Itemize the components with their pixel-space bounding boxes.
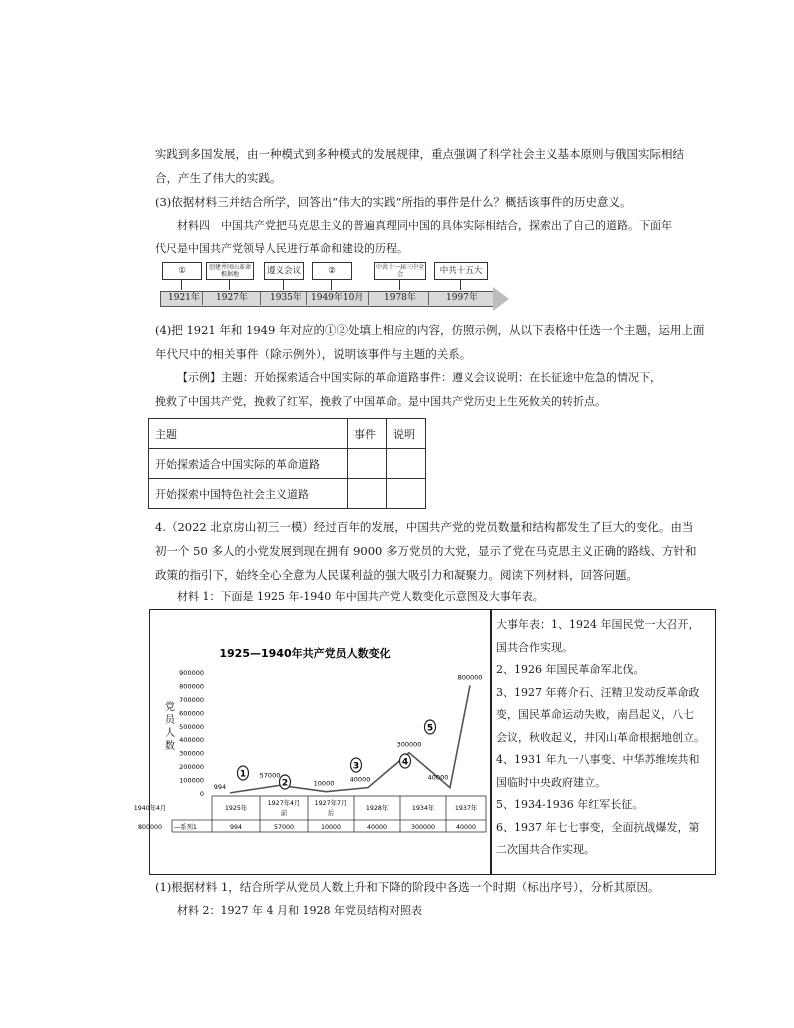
table-cell: 开始探索中国特色社会主义道路	[149, 479, 348, 509]
series-legend: —系列1	[174, 824, 197, 831]
marker-number: 2	[281, 778, 289, 789]
category-label: 1934年	[411, 805, 435, 812]
event-line: 6、1937 年七七事变，全面抗战爆发，第	[496, 820, 700, 834]
timeline-year: 1927年	[216, 293, 248, 303]
event-line: 5、1934-1936 年红军长征。	[496, 798, 644, 811]
data-label: 57000	[259, 771, 281, 780]
table-value: 57000	[273, 824, 295, 831]
timeline-tick	[306, 292, 307, 305]
question-4-intro: 政策的指引下，始终全心全意为人民谋利益的强大吸引力和凝聚力。阅读下列材料，回答问题。	[155, 568, 638, 582]
data-table-border	[212, 796, 486, 832]
material-2-caption: 材料 2：1927 年 4 月和 1928 年党员结构对照表	[177, 904, 422, 917]
table-header: 主题	[149, 419, 348, 449]
table-header: 事件	[348, 419, 387, 449]
y-tick-label: 700000	[179, 695, 204, 704]
question-1: (1)根据材料 1，结合所学从党员人数上升和下降的阶段中各选一个时期（标出序号），分析其原因。	[155, 880, 660, 894]
table-value: 800000	[137, 824, 163, 831]
text-line: 合，产生了伟大的实践。	[155, 171, 282, 185]
table-row	[149, 479, 426, 509]
timeline-box-3: 遵义会议	[264, 262, 304, 280]
category-label: 1925年	[224, 805, 248, 812]
data-label: 10000	[313, 779, 335, 788]
timeline-tick	[428, 292, 429, 305]
marker-number: 5	[426, 723, 434, 734]
timeline-stem	[331, 279, 332, 290]
category-label: 1937年	[454, 805, 478, 812]
marker-number: 1	[239, 769, 247, 780]
theme-table	[148, 418, 426, 509]
event-line: 会议，秋收起义，井冈山革命根据地创立。	[496, 730, 705, 744]
timeline-box-6: 中共十五大	[434, 262, 488, 280]
timeline-stem	[399, 279, 400, 290]
table-divider	[490, 610, 492, 874]
timeline-tick	[368, 292, 369, 305]
category-label: 1927年4月	[267, 800, 301, 807]
question-4: (4)把 1921 年和 1949 年对应的①②处填上相应的内容，仿照示例，从以下表格中任选一个主题，运用上面	[155, 323, 705, 337]
timeline-tick	[202, 292, 203, 305]
marker-number: 4	[401, 757, 409, 768]
y-axis-label-char: 党	[165, 702, 175, 713]
marker-number: 3	[352, 761, 360, 772]
answer-cell[interactable]	[348, 479, 387, 509]
timeline-stem	[283, 279, 284, 290]
timeline-ruler	[160, 262, 510, 314]
event-line: 变，国民革命运动失败，南昌起义，八七	[496, 708, 694, 721]
y-axis-label-char: 人	[165, 728, 175, 739]
table-row	[149, 449, 426, 479]
y-tick-label: 600000	[179, 709, 204, 718]
events-list	[496, 614, 711, 862]
material-1-table	[133, 609, 716, 875]
material-4-line: 材料四 中国共产党把马克思主义的普遍真理同中国的具体实际相结合，探索出了自己的道路。下面年	[177, 219, 672, 232]
category-label: 后	[327, 810, 335, 817]
y-tick-label: 800000	[179, 682, 204, 691]
answer-cell[interactable]	[387, 449, 426, 479]
category-label: 1940年4月	[133, 805, 167, 812]
y-tick-label: 200000	[179, 763, 204, 772]
timeline-arrow-icon	[493, 287, 509, 311]
event-line: 2、1926 年国民革命军北伐。	[496, 663, 645, 676]
y-tick-label: 900000	[179, 669, 204, 677]
timeline-box-2: 创建井冈山革命根据地	[206, 262, 254, 280]
y-tick-label: 0	[199, 790, 204, 798]
timeline-year: 1949年10月	[311, 293, 364, 303]
table-value: 40000	[455, 824, 477, 831]
category-label: 1927年7月	[314, 800, 348, 807]
y-axis-label-char: 员	[165, 715, 175, 726]
table-cell: 开始探索适合中国实际的革命道路	[149, 449, 348, 479]
timeline-year: 1997年	[446, 293, 478, 303]
question-4: 年代尺中的相关事件（除示例外），说明该事件与主题的关系。	[155, 347, 472, 361]
category-label: 前	[280, 810, 288, 817]
timeline-year: 1935年	[270, 293, 302, 303]
data-label: 800000	[457, 673, 483, 682]
y-tick-label: 100000	[179, 776, 204, 785]
timeline-stem	[460, 279, 461, 290]
table-header: 说明	[387, 419, 426, 449]
text-line: 实践到多国发展，由一种模式到多种模式的发展规律，重点强调了科学社会主义基本原则与俄国实际相结	[155, 147, 684, 161]
membership-chart	[133, 610, 490, 874]
example-line: 【示例】主题：开始探索适合中国实际的革命道路事件：遵义会议说明：在长征途中危急的情况下，	[177, 371, 661, 384]
y-axis-label	[165, 700, 176, 752]
data-label: 300000	[396, 740, 422, 749]
event-line: 3、1927 年蒋介石、汪精卫发动反革命政	[496, 685, 700, 699]
y-axis-label-char: 数	[165, 741, 175, 752]
timeline-box-4: ②	[312, 262, 352, 280]
question-3: (3)依据材料三并结合所学，回答出“伟大的实践”所指的事件是什么？概括该事件的历史意义。	[155, 195, 632, 209]
data-label: 40000	[349, 775, 371, 784]
material-4-line: 代尺是中国共产党领导人民进行革命和建设的历程。	[155, 242, 408, 255]
category-label: 1928年	[365, 805, 389, 812]
y-tick-label: 400000	[179, 736, 204, 745]
answer-cell[interactable]	[348, 449, 387, 479]
timeline-stem	[229, 279, 230, 290]
timeline-tick	[260, 292, 261, 305]
question-4-intro: 4.（2022 北京房山初三一模）经过百年的发展，中国共产党的党员数量和结构都发生了巨大的变化。由当	[155, 520, 694, 534]
example-line: 挽救了中国共产党，挽救了红军，挽救了中国革命。是中国共产党历史上生死攸关的转折点。	[155, 395, 606, 408]
event-line: 国临时中央政府建立。	[496, 775, 606, 789]
table-value: 10000	[320, 824, 342, 831]
data-label: 40000	[427, 773, 449, 782]
event-line: 二次国共合作实现。	[496, 843, 595, 856]
table-value: 40000	[366, 824, 388, 831]
y-tick-label: 300000	[179, 749, 204, 758]
timeline-stem	[181, 279, 182, 290]
timeline-year: 1921年	[168, 293, 200, 303]
event-line: 国共合作实现。	[496, 640, 573, 654]
table-row	[149, 419, 426, 449]
timeline-box-1: ①	[162, 262, 202, 280]
data-label: 994	[213, 782, 227, 791]
table-value: 994	[229, 824, 243, 831]
answer-cell[interactable]	[387, 479, 426, 509]
table-value: 300000	[410, 824, 436, 831]
chart-title: 1925—1940年共产党员人数变化	[219, 647, 391, 660]
question-4-intro: 初一个 50 多人的小党发展到现在拥有 9000 多万党员的大党，显示了党在马克思主义正确的路线、方针和	[155, 544, 697, 558]
event-line: 4、1931 年九一八事变、中华苏维埃共和	[496, 753, 700, 766]
timeline-year: 1978年	[384, 293, 416, 303]
chart-svg	[133, 610, 490, 874]
material-1-caption: 材料 1：下面是 1925 年-1940 年中国共产党人数变化示意图及大事年表。	[177, 590, 544, 603]
event-line: 大事年表：1、1924 年国民党一大召开，	[496, 618, 700, 631]
y-tick-label: 500000	[179, 722, 204, 731]
timeline-box-5: 中共十一届三中全会	[375, 264, 424, 278]
